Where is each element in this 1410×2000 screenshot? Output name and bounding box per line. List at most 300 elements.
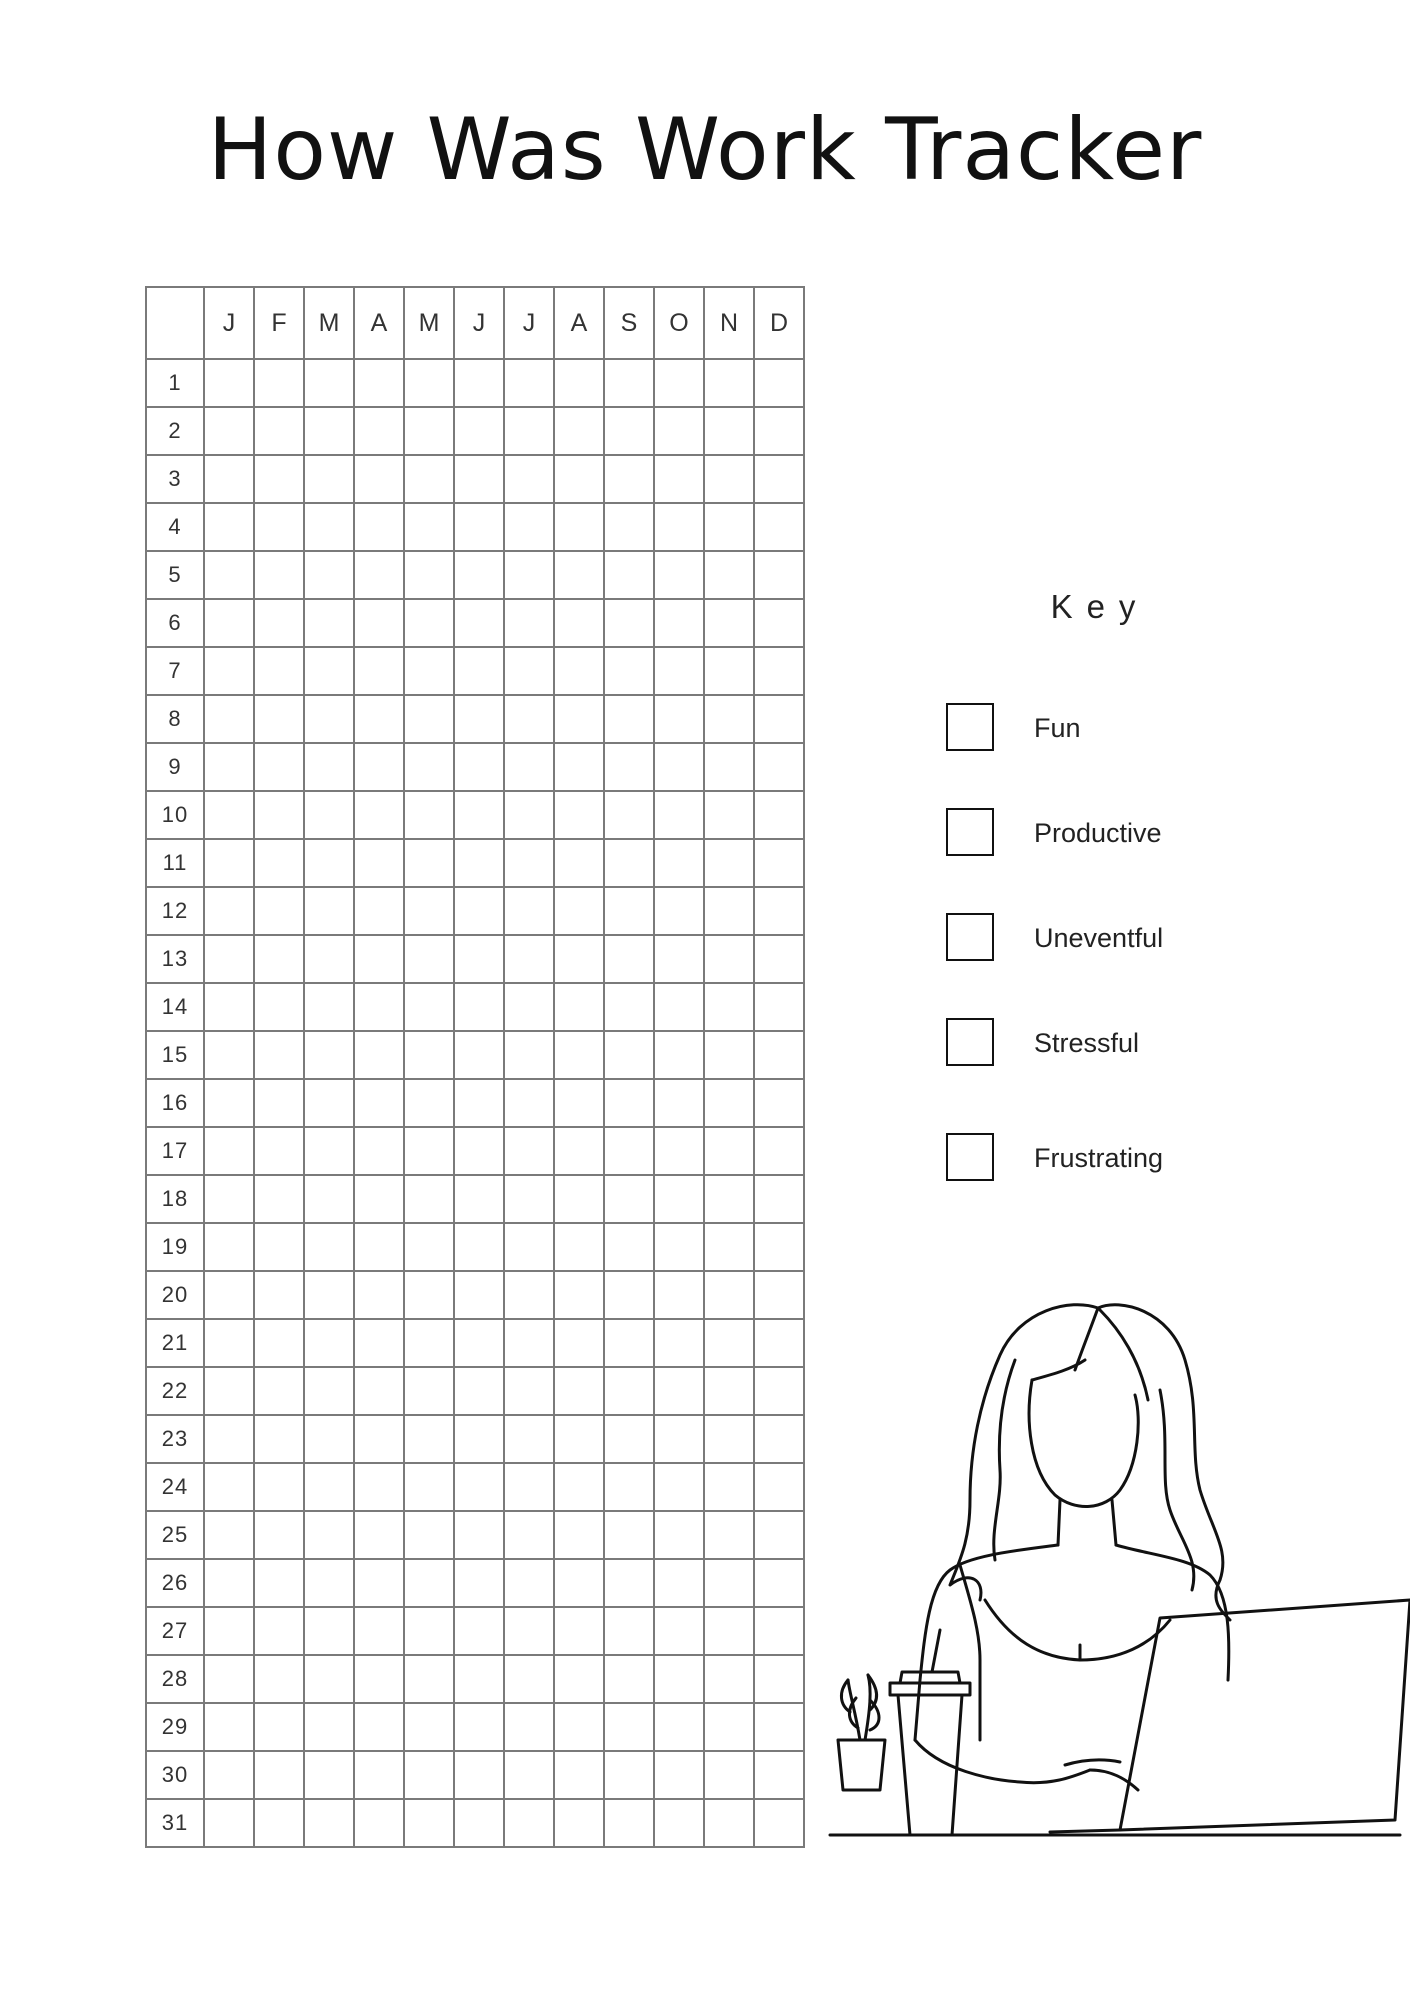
tracker-cell[interactable]: [304, 1511, 354, 1559]
tracker-cell[interactable]: [404, 1511, 454, 1559]
tracker-cell[interactable]: [204, 1511, 254, 1559]
tracker-cell[interactable]: [654, 1031, 704, 1079]
tracker-cell[interactable]: [304, 1319, 354, 1367]
tracker-cell[interactable]: [504, 1415, 554, 1463]
tracker-cell[interactable]: [554, 1463, 604, 1511]
tracker-cell[interactable]: [454, 839, 504, 887]
tracker-cell[interactable]: [354, 1415, 404, 1463]
tracker-cell[interactable]: [204, 1655, 254, 1703]
tracker-cell[interactable]: [204, 1175, 254, 1223]
tracker-cell[interactable]: [204, 1319, 254, 1367]
tracker-cell[interactable]: [604, 1607, 654, 1655]
tracker-cell[interactable]: [204, 983, 254, 1031]
tracker-cell[interactable]: [654, 1079, 704, 1127]
tracker-cell[interactable]: [204, 359, 254, 407]
tracker-cell[interactable]: [404, 407, 454, 455]
tracker-cell[interactable]: [404, 791, 454, 839]
tracker-cell[interactable]: [554, 1367, 604, 1415]
tracker-cell[interactable]: [254, 743, 304, 791]
tracker-cell[interactable]: [404, 1799, 454, 1847]
tracker-cell[interactable]: [304, 1367, 354, 1415]
tracker-cell[interactable]: [204, 695, 254, 743]
tracker-cell[interactable]: [254, 551, 304, 599]
tracker-cell[interactable]: [704, 887, 754, 935]
tracker-cell[interactable]: [304, 1271, 354, 1319]
tracker-cell[interactable]: [354, 599, 404, 647]
tracker-cell[interactable]: [554, 1319, 604, 1367]
tracker-cell[interactable]: [704, 1559, 754, 1607]
tracker-cell[interactable]: [354, 983, 404, 1031]
tracker-cell[interactable]: [754, 1511, 804, 1559]
tracker-cell[interactable]: [604, 1079, 654, 1127]
key-checkbox[interactable]: [946, 808, 994, 856]
tracker-cell[interactable]: [454, 551, 504, 599]
tracker-cell[interactable]: [404, 1559, 454, 1607]
tracker-cell[interactable]: [754, 455, 804, 503]
tracker-cell[interactable]: [454, 1415, 504, 1463]
key-checkbox[interactable]: [946, 913, 994, 961]
tracker-cell[interactable]: [504, 1703, 554, 1751]
tracker-cell[interactable]: [404, 1415, 454, 1463]
tracker-cell[interactable]: [204, 599, 254, 647]
tracker-cell[interactable]: [204, 1463, 254, 1511]
tracker-cell[interactable]: [504, 1463, 554, 1511]
tracker-cell[interactable]: [254, 359, 304, 407]
tracker-cell[interactable]: [654, 503, 704, 551]
tracker-cell[interactable]: [704, 839, 754, 887]
tracker-cell[interactable]: [354, 935, 404, 983]
tracker-cell[interactable]: [304, 1463, 354, 1511]
tracker-cell[interactable]: [604, 1271, 654, 1319]
key-checkbox[interactable]: [946, 1018, 994, 1066]
tracker-cell[interactable]: [404, 935, 454, 983]
tracker-cell[interactable]: [654, 791, 704, 839]
tracker-cell[interactable]: [704, 1367, 754, 1415]
tracker-cell[interactable]: [704, 791, 754, 839]
tracker-cell[interactable]: [604, 599, 654, 647]
tracker-cell[interactable]: [404, 1175, 454, 1223]
tracker-cell[interactable]: [704, 551, 754, 599]
tracker-cell[interactable]: [654, 1559, 704, 1607]
tracker-cell[interactable]: [654, 1799, 704, 1847]
tracker-cell[interactable]: [354, 1031, 404, 1079]
tracker-cell[interactable]: [404, 1031, 454, 1079]
tracker-cell[interactable]: [254, 1223, 304, 1271]
tracker-cell[interactable]: [654, 599, 704, 647]
tracker-cell[interactable]: [454, 503, 504, 551]
tracker-cell[interactable]: [654, 551, 704, 599]
tracker-cell[interactable]: [354, 1127, 404, 1175]
tracker-cell[interactable]: [504, 791, 554, 839]
tracker-cell[interactable]: [554, 1415, 604, 1463]
tracker-cell[interactable]: [454, 1655, 504, 1703]
tracker-cell[interactable]: [454, 1223, 504, 1271]
tracker-cell[interactable]: [754, 887, 804, 935]
tracker-cell[interactable]: [354, 1367, 404, 1415]
tracker-cell[interactable]: [554, 599, 604, 647]
key-checkbox[interactable]: [946, 703, 994, 751]
tracker-cell[interactable]: [604, 407, 654, 455]
tracker-cell[interactable]: [354, 359, 404, 407]
tracker-cell[interactable]: [504, 1367, 554, 1415]
tracker-cell[interactable]: [354, 1607, 404, 1655]
tracker-cell[interactable]: [604, 887, 654, 935]
tracker-cell[interactable]: [204, 1751, 254, 1799]
tracker-cell[interactable]: [554, 1031, 604, 1079]
tracker-cell[interactable]: [304, 407, 354, 455]
tracker-cell[interactable]: [354, 1655, 404, 1703]
tracker-cell[interactable]: [654, 455, 704, 503]
tracker-cell[interactable]: [404, 1223, 454, 1271]
tracker-cell[interactable]: [204, 503, 254, 551]
tracker-cell[interactable]: [454, 983, 504, 1031]
tracker-cell[interactable]: [754, 743, 804, 791]
tracker-cell[interactable]: [304, 887, 354, 935]
tracker-cell[interactable]: [454, 791, 504, 839]
tracker-cell[interactable]: [304, 1703, 354, 1751]
tracker-cell[interactable]: [704, 1703, 754, 1751]
tracker-cell[interactable]: [304, 599, 354, 647]
tracker-cell[interactable]: [754, 1271, 804, 1319]
tracker-cell[interactable]: [754, 1079, 804, 1127]
tracker-cell[interactable]: [754, 935, 804, 983]
tracker-cell[interactable]: [404, 599, 454, 647]
tracker-cell[interactable]: [404, 1367, 454, 1415]
tracker-cell[interactable]: [654, 1703, 704, 1751]
tracker-cell[interactable]: [654, 1175, 704, 1223]
tracker-cell[interactable]: [704, 647, 754, 695]
tracker-cell[interactable]: [254, 1319, 304, 1367]
tracker-cell[interactable]: [354, 455, 404, 503]
tracker-cell[interactable]: [204, 839, 254, 887]
tracker-cell[interactable]: [254, 1655, 304, 1703]
tracker-cell[interactable]: [654, 887, 704, 935]
tracker-cell[interactable]: [604, 935, 654, 983]
tracker-cell[interactable]: [654, 359, 704, 407]
tracker-cell[interactable]: [504, 647, 554, 695]
tracker-cell[interactable]: [504, 407, 554, 455]
tracker-cell[interactable]: [554, 1655, 604, 1703]
tracker-cell[interactable]: [554, 983, 604, 1031]
tracker-cell[interactable]: [454, 407, 504, 455]
tracker-cell[interactable]: [504, 551, 554, 599]
tracker-cell[interactable]: [204, 1367, 254, 1415]
tracker-cell[interactable]: [604, 1463, 654, 1511]
tracker-cell[interactable]: [304, 1175, 354, 1223]
tracker-cell[interactable]: [704, 359, 754, 407]
tracker-cell[interactable]: [504, 1175, 554, 1223]
tracker-cell[interactable]: [454, 1271, 504, 1319]
tracker-cell[interactable]: [504, 695, 554, 743]
tracker-cell[interactable]: [504, 1271, 554, 1319]
tracker-cell[interactable]: [704, 1271, 754, 1319]
tracker-cell[interactable]: [704, 935, 754, 983]
tracker-cell[interactable]: [654, 1223, 704, 1271]
tracker-cell[interactable]: [204, 1559, 254, 1607]
tracker-cell[interactable]: [754, 839, 804, 887]
tracker-cell[interactable]: [304, 1799, 354, 1847]
tracker-cell[interactable]: [604, 695, 654, 743]
tracker-cell[interactable]: [604, 791, 654, 839]
tracker-cell[interactable]: [604, 1367, 654, 1415]
tracker-cell[interactable]: [204, 935, 254, 983]
tracker-cell[interactable]: [554, 1127, 604, 1175]
tracker-cell[interactable]: [554, 1703, 604, 1751]
tracker-cell[interactable]: [254, 1559, 304, 1607]
tracker-cell[interactable]: [254, 1415, 304, 1463]
tracker-cell[interactable]: [704, 1799, 754, 1847]
tracker-cell[interactable]: [504, 1751, 554, 1799]
tracker-cell[interactable]: [554, 1559, 604, 1607]
tracker-cell[interactable]: [654, 407, 704, 455]
tracker-cell[interactable]: [704, 983, 754, 1031]
tracker-cell[interactable]: [304, 983, 354, 1031]
tracker-cell[interactable]: [454, 1511, 504, 1559]
tracker-cell[interactable]: [454, 1751, 504, 1799]
tracker-cell[interactable]: [554, 647, 604, 695]
tracker-cell[interactable]: [354, 1511, 404, 1559]
tracker-cell[interactable]: [304, 551, 354, 599]
tracker-cell[interactable]: [504, 503, 554, 551]
tracker-cell[interactable]: [554, 791, 604, 839]
tracker-cell[interactable]: [754, 503, 804, 551]
tracker-cell[interactable]: [654, 983, 704, 1031]
tracker-cell[interactable]: [454, 599, 504, 647]
tracker-cell[interactable]: [754, 1319, 804, 1367]
tracker-cell[interactable]: [554, 1607, 604, 1655]
tracker-cell[interactable]: [754, 791, 804, 839]
tracker-cell[interactable]: [204, 1415, 254, 1463]
tracker-cell[interactable]: [604, 1703, 654, 1751]
tracker-cell[interactable]: [504, 1319, 554, 1367]
tracker-cell[interactable]: [204, 1607, 254, 1655]
tracker-cell[interactable]: [304, 839, 354, 887]
tracker-cell[interactable]: [704, 1031, 754, 1079]
tracker-cell[interactable]: [354, 1079, 404, 1127]
tracker-cell[interactable]: [554, 551, 604, 599]
tracker-cell[interactable]: [704, 743, 754, 791]
tracker-cell[interactable]: [254, 647, 304, 695]
tracker-cell[interactable]: [454, 695, 504, 743]
tracker-cell[interactable]: [404, 1463, 454, 1511]
tracker-cell[interactable]: [754, 1127, 804, 1175]
tracker-cell[interactable]: [454, 647, 504, 695]
tracker-cell[interactable]: [304, 791, 354, 839]
tracker-cell[interactable]: [354, 791, 404, 839]
tracker-cell[interactable]: [654, 743, 704, 791]
key-checkbox[interactable]: [946, 1133, 994, 1181]
tracker-cell[interactable]: [554, 887, 604, 935]
tracker-cell[interactable]: [554, 839, 604, 887]
tracker-cell[interactable]: [504, 839, 554, 887]
tracker-cell[interactable]: [654, 1511, 704, 1559]
tracker-cell[interactable]: [554, 407, 604, 455]
tracker-cell[interactable]: [404, 1079, 454, 1127]
tracker-cell[interactable]: [554, 743, 604, 791]
tracker-cell[interactable]: [354, 1271, 404, 1319]
tracker-cell[interactable]: [754, 599, 804, 647]
tracker-cell[interactable]: [704, 1223, 754, 1271]
tracker-cell[interactable]: [404, 455, 454, 503]
tracker-cell[interactable]: [254, 1799, 304, 1847]
tracker-cell[interactable]: [704, 1319, 754, 1367]
tracker-cell[interactable]: [254, 1463, 304, 1511]
tracker-cell[interactable]: [404, 983, 454, 1031]
tracker-cell[interactable]: [604, 1223, 654, 1271]
tracker-cell[interactable]: [204, 1223, 254, 1271]
tracker-cell[interactable]: [404, 359, 454, 407]
tracker-cell[interactable]: [254, 839, 304, 887]
tracker-cell[interactable]: [404, 839, 454, 887]
tracker-cell[interactable]: [504, 935, 554, 983]
tracker-cell[interactable]: [204, 407, 254, 455]
tracker-cell[interactable]: [404, 1271, 454, 1319]
tracker-cell[interactable]: [704, 1127, 754, 1175]
tracker-cell[interactable]: [354, 839, 404, 887]
tracker-cell[interactable]: [654, 935, 704, 983]
tracker-cell[interactable]: [454, 1463, 504, 1511]
tracker-cell[interactable]: [404, 1319, 454, 1367]
tracker-cell[interactable]: [554, 503, 604, 551]
tracker-cell[interactable]: [204, 743, 254, 791]
tracker-cell[interactable]: [454, 455, 504, 503]
tracker-cell[interactable]: [354, 887, 404, 935]
tracker-cell[interactable]: [604, 1319, 654, 1367]
tracker-cell[interactable]: [254, 935, 304, 983]
tracker-cell[interactable]: [654, 1607, 704, 1655]
tracker-cell[interactable]: [204, 1799, 254, 1847]
tracker-cell[interactable]: [604, 1031, 654, 1079]
tracker-cell[interactable]: [754, 551, 804, 599]
tracker-cell[interactable]: [604, 1655, 654, 1703]
tracker-cell[interactable]: [404, 551, 454, 599]
tracker-cell[interactable]: [454, 1799, 504, 1847]
tracker-cell[interactable]: [204, 791, 254, 839]
tracker-cell[interactable]: [704, 1607, 754, 1655]
tracker-cell[interactable]: [304, 695, 354, 743]
tracker-cell[interactable]: [654, 695, 704, 743]
tracker-cell[interactable]: [704, 1079, 754, 1127]
tracker-cell[interactable]: [754, 647, 804, 695]
tracker-cell[interactable]: [354, 1223, 404, 1271]
tracker-cell[interactable]: [554, 1223, 604, 1271]
tracker-cell[interactable]: [254, 1271, 304, 1319]
tracker-cell[interactable]: [754, 1607, 804, 1655]
tracker-cell[interactable]: [504, 1607, 554, 1655]
tracker-cell[interactable]: [704, 407, 754, 455]
tracker-cell[interactable]: [704, 1655, 754, 1703]
tracker-cell[interactable]: [504, 455, 554, 503]
tracker-cell[interactable]: [754, 1799, 804, 1847]
tracker-cell[interactable]: [504, 1031, 554, 1079]
tracker-cell[interactable]: [604, 455, 654, 503]
tracker-cell[interactable]: [454, 1175, 504, 1223]
tracker-cell[interactable]: [554, 1079, 604, 1127]
tracker-cell[interactable]: [304, 1223, 354, 1271]
tracker-cell[interactable]: [554, 1799, 604, 1847]
tracker-cell[interactable]: [754, 1655, 804, 1703]
tracker-cell[interactable]: [604, 1799, 654, 1847]
tracker-cell[interactable]: [604, 1175, 654, 1223]
tracker-cell[interactable]: [704, 695, 754, 743]
tracker-cell[interactable]: [254, 599, 304, 647]
tracker-cell[interactable]: [354, 1463, 404, 1511]
tracker-cell[interactable]: [354, 1559, 404, 1607]
tracker-cell[interactable]: [654, 1415, 704, 1463]
tracker-cell[interactable]: [454, 887, 504, 935]
tracker-cell[interactable]: [404, 647, 454, 695]
tracker-cell[interactable]: [654, 1463, 704, 1511]
tracker-cell[interactable]: [254, 1367, 304, 1415]
tracker-cell[interactable]: [454, 1031, 504, 1079]
tracker-cell[interactable]: [604, 1127, 654, 1175]
tracker-cell[interactable]: [404, 695, 454, 743]
tracker-cell[interactable]: [654, 1271, 704, 1319]
tracker-cell[interactable]: [604, 359, 654, 407]
tracker-cell[interactable]: [454, 935, 504, 983]
tracker-cell[interactable]: [254, 1703, 304, 1751]
tracker-cell[interactable]: [754, 695, 804, 743]
tracker-cell[interactable]: [304, 1031, 354, 1079]
tracker-cell[interactable]: [504, 1079, 554, 1127]
tracker-cell[interactable]: [404, 743, 454, 791]
tracker-cell[interactable]: [754, 1559, 804, 1607]
tracker-cell[interactable]: [754, 1751, 804, 1799]
tracker-cell[interactable]: [754, 1367, 804, 1415]
tracker-cell[interactable]: [254, 695, 304, 743]
tracker-cell[interactable]: [254, 1127, 304, 1175]
tracker-cell[interactable]: [254, 1607, 304, 1655]
tracker-cell[interactable]: [204, 647, 254, 695]
tracker-cell[interactable]: [304, 743, 354, 791]
tracker-cell[interactable]: [304, 455, 354, 503]
tracker-cell[interactable]: [754, 1223, 804, 1271]
tracker-cell[interactable]: [504, 599, 554, 647]
tracker-cell[interactable]: [254, 983, 304, 1031]
tracker-cell[interactable]: [454, 1703, 504, 1751]
tracker-cell[interactable]: [254, 503, 304, 551]
tracker-cell[interactable]: [404, 503, 454, 551]
tracker-cell[interactable]: [304, 1415, 354, 1463]
tracker-cell[interactable]: [454, 1559, 504, 1607]
tracker-cell[interactable]: [754, 1031, 804, 1079]
tracker-cell[interactable]: [654, 1655, 704, 1703]
tracker-cell[interactable]: [554, 1511, 604, 1559]
tracker-cell[interactable]: [504, 983, 554, 1031]
tracker-cell[interactable]: [604, 1415, 654, 1463]
tracker-cell[interactable]: [754, 983, 804, 1031]
tracker-cell[interactable]: [604, 1511, 654, 1559]
tracker-cell[interactable]: [304, 935, 354, 983]
tracker-cell[interactable]: [354, 1175, 404, 1223]
tracker-cell[interactable]: [604, 503, 654, 551]
tracker-cell[interactable]: [354, 1799, 404, 1847]
tracker-cell[interactable]: [304, 1751, 354, 1799]
tracker-cell[interactable]: [354, 743, 404, 791]
tracker-cell[interactable]: [304, 503, 354, 551]
tracker-cell[interactable]: [554, 1175, 604, 1223]
tracker-cell[interactable]: [754, 359, 804, 407]
tracker-cell[interactable]: [504, 1127, 554, 1175]
tracker-cell[interactable]: [254, 407, 304, 455]
tracker-cell[interactable]: [754, 1463, 804, 1511]
tracker-cell[interactable]: [554, 935, 604, 983]
tracker-cell[interactable]: [254, 791, 304, 839]
tracker-cell[interactable]: [704, 1511, 754, 1559]
tracker-cell[interactable]: [254, 1031, 304, 1079]
tracker-cell[interactable]: [354, 1751, 404, 1799]
tracker-cell[interactable]: [504, 1655, 554, 1703]
